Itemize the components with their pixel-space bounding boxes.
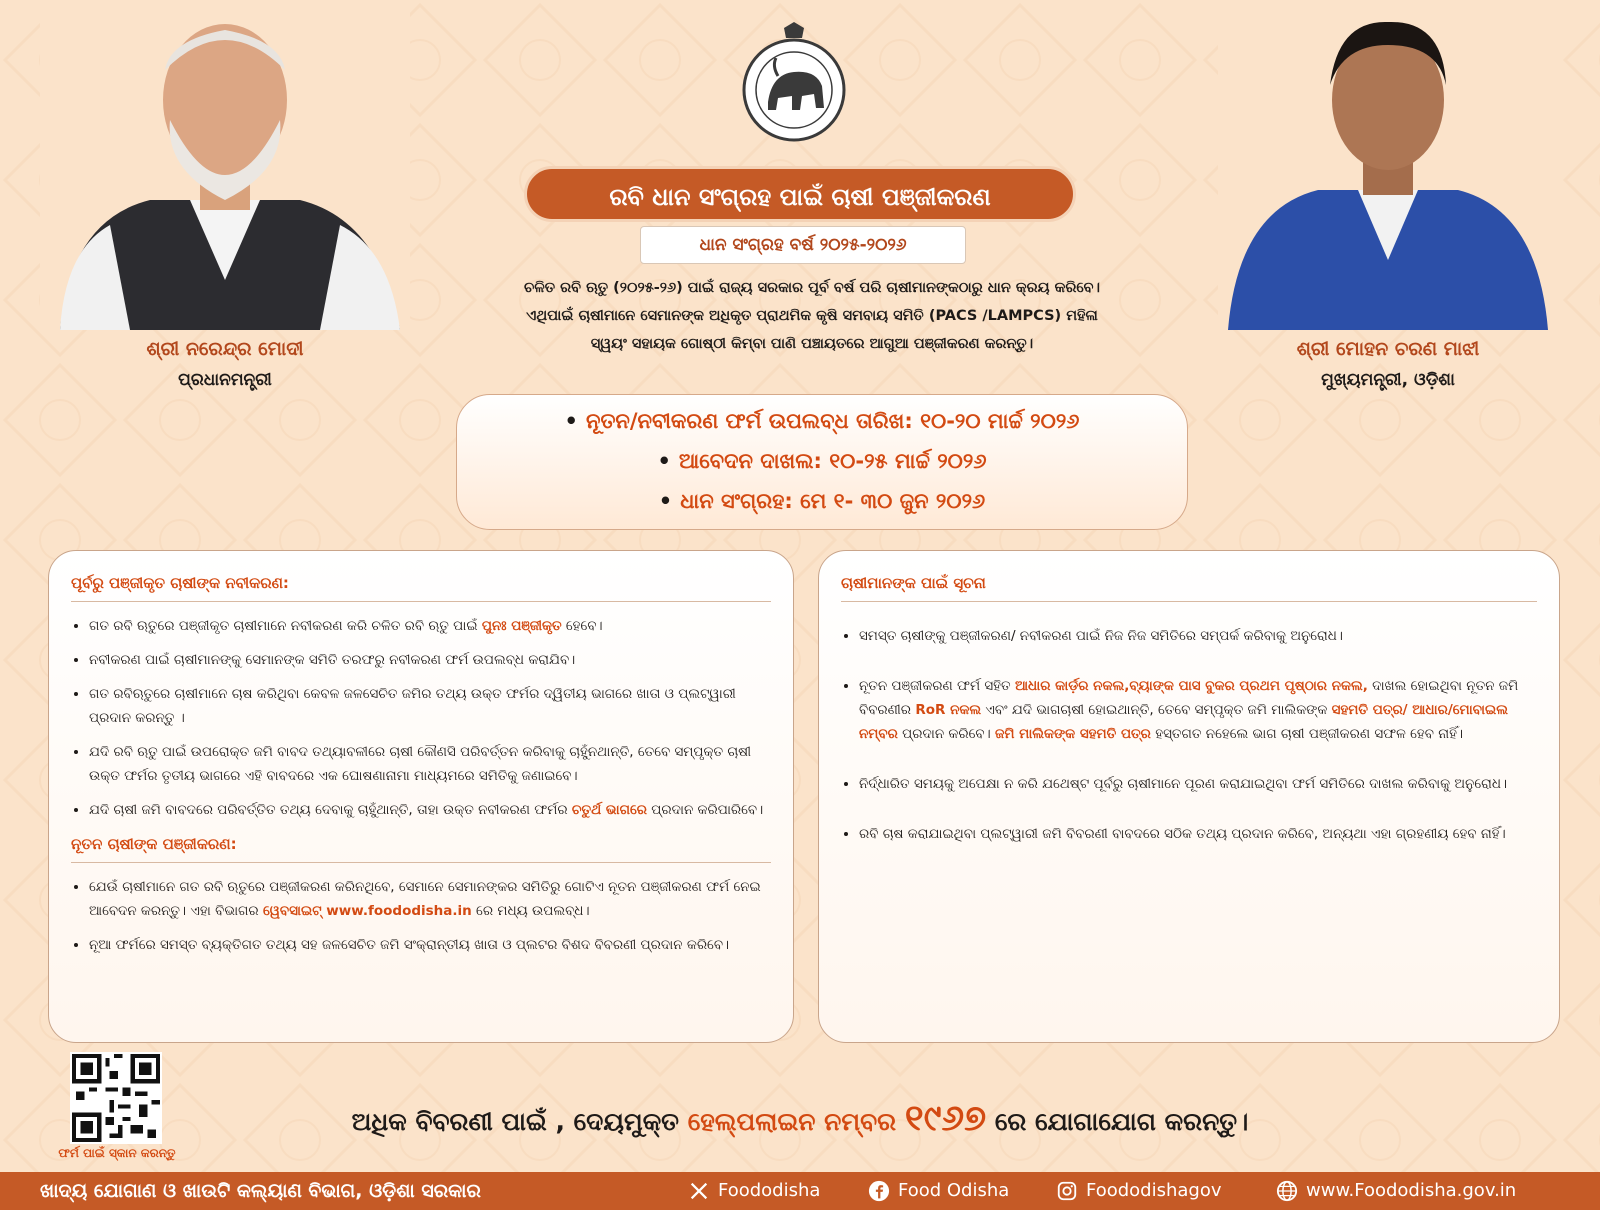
- list-item: • ଯଦି ଚାଷୀ ଜମି ବାବଦରେ ପରିବର୍ତ୍ତିତ ତଥ୍ୟ ଦେବାକୁ ଚାହୁଁଥାନ୍ତି, ତାହା ଉକ୍ତ ନବୀକରଣ ଫର୍ମର ଚତୁର୍ଥ ଭାଗରେ ପ୍ରଦାନ କରିପାରିବେ।: [89, 798, 771, 822]
- pm-name: ଶ୍ରୀ ନରେନ୍ଦ୍ର ମୋଦୀ: [146, 338, 304, 360]
- date-line: • ଆବେଦନ ଦାଖଲ: ୧୦-୨୫ ମାର୍ଚ୍ଚ ୨୦୨୬: [657, 449, 987, 473]
- renewal-panel: [48, 550, 794, 1043]
- list-item: • ଯଦି ରବି ଋତୁ ପାଇଁ ଉପରୋକ୍ତ ଜମି ବାବଦ ତଥ୍ୟାବଳୀରେ ଚାଷୀ କୌଣସି ପରିବର୍ତ୍ତନ କରିବାକୁ ଚାହୁଁନଥାନ୍ତି, ତେବେ ସମ୍ପୃକ୍ତ ଚାଷୀ ଉକ୍ତ ଫର୍ମର ତୃତୀୟ ଭାଗରେ ଏହି ବାବଦରେ ଏକ ଘୋଷଣାନାମା ମାଧ୍ୟମରେ ସମିତିକୁ ଜଣାଇବେ।: [89, 740, 771, 788]
- list-item: • ନୂଆ ଫର୍ମରେ ସମସ୍ତ ବ୍ୟକ୍ତିଗତ ତଥ୍ୟ ସହ ଜଳସେଚିତ ଜମି ସଂକ୍ରାନ୍ତୀୟ ଖାତା ଓ ପ୍ଲଟର ବିଶଦ ବିବରଣୀ ପ୍ରଦାନ କରିବେ।: [89, 933, 771, 957]
- helpline-banner: [200, 1098, 1400, 1140]
- intro-line: ଏଥିପାଇଁ ଚାଷୀମାନେ ସେମାନଙ୍କ ଅଧିକୃତ ପ୍ରାଥମିକ କୃଷି ସମବାୟ ସମିତି (PACS /LAMPCS) ମହିଳା: [526, 308, 1098, 324]
- pm-role: ପ୍ରଧାନମନ୍ତ୍ରୀ: [178, 370, 272, 390]
- x-icon: [688, 1180, 710, 1202]
- helpline-number[interactable]: ୧୯୬୭: [904, 1098, 987, 1139]
- farmer-info-list: [841, 624, 1537, 846]
- new-registration-list: [71, 875, 771, 957]
- procurement-date: ଧାନ ସଂଗ୍ରହ: ମେ ୧- ୩୦ ଜୁନ ୨୦୨୬: [680, 489, 986, 513]
- facebook-link[interactable]: Food Odisha: [868, 1172, 1009, 1210]
- farmer-info-panel: [818, 550, 1560, 1043]
- department-name: ଖାଦ୍ୟ ଯୋଗାଣ ଓ ଖାଉଟି କଲ୍ୟାଣ ବିଭାଗ, ଓଡ଼ିଶା ସରକାର: [40, 1180, 481, 1202]
- website-link[interactable]: ୱେବସାଇଟ୍ www.foododisha.in: [262, 903, 472, 919]
- list-item: • ସମସ୍ତ ଚାଷୀଙ୍କୁ ପଞ୍ଜୀକରଣ/ ନବୀକରଣ ପାଇଁ ନିଜ ନିଜ ସମିତିରେ ସମ୍ପର୍କ କରିବାକୁ ଅନୁରୋଧ।: [859, 624, 1537, 648]
- list-item: • ଗତ ରବିଋତୁରେ ଚାଷୀମାନେ ଚାଷ କରିଥିବା କେବଳ ଜଳସେଚିତ ଜମିର ତଥ୍ୟ ଉକ୍ତ ଫର୍ମର ଦ୍ୱିତୀୟ ଭାଗରେ ଖାତା ଓ ପ୍ଲଟ୍‌ୱାରୀ ପ୍ରଦାନ କରନ୍ତୁ ।: [89, 682, 771, 730]
- date-line: • ଧାନ ସଂଗ୍ରହ: ମେ ୧- ୩୦ ଜୁନ ୨୦୨୬: [658, 489, 986, 513]
- form-availability-date: ନୂତନ/ନବୀକରଣ ଫର୍ମ ଉପଲବ୍ଧ ତାରିଖ: ୧୦-୨୦ ମାର୍ଚ୍ଚ ୨୦୨୬: [585, 409, 1080, 433]
- dates-box: [456, 394, 1188, 530]
- cm-portrait: [1218, 0, 1558, 330]
- cm-name: ଶ୍ରୀ ମୋହନ ଚରଣ ମାଝୀ: [1296, 338, 1480, 360]
- helpline-text: ଅଧିକ ବିବରଣୀ ପାଇଁ , ଦେୟମୁକ୍ତ: [351, 1107, 688, 1136]
- new-registration-heading: ନୂତନ ଚାଷୀଙ୍କ ପଞ୍ଜୀକରଣ:: [71, 835, 237, 853]
- helpline-text: ରେ ଯୋଗାଯୋଗ କରନ୍ତୁ।: [986, 1107, 1249, 1136]
- list-item: • ନୂତନ ପଞ୍ଜୀକରଣ ଫର୍ମ ସହିତ ଆଧାର କାର୍ଡ଼ର ନକଲ,ବ୍ୟାଙ୍କ ପାସ ବୁକର ପ୍ରଥମ ପୃଷ୍ଠାର ନକଲ, ଦାଖଲ ହୋଇଥିବା ନୂତନ ଜମି ବିବରଣୀର RoR ନକଲ ଏବଂ ଯଦି ଭାଗଚାଷୀ ହୋଇଥାନ୍ତି, ତେବେ ସମ୍ପୃକ୍ତ ଜମି ମାଲିକଙ୍କ ସହମତି ପତ୍ର/ ଆଧାର/ମୋବାଇଲ ନମ୍ବର ପ୍ରଦାନ କରିବେ। ଜମି ମାଲିକଙ୍କ ସହମତି ପତ୍ର ହସ୍ତଗତ ନହେଲେ ଭାଗ ଚାଷୀ ପଞ୍ଜୀକରଣ ସଫଳ ହେବ ନାହିଁ।: [859, 674, 1537, 746]
- footer: [0, 1172, 1600, 1210]
- farmer-info-heading: ଚାଷୀମାନଙ୍କ ପାଇଁ ସୂଚନା: [841, 574, 986, 592]
- instagram-link[interactable]: Foododishagov: [1056, 1172, 1222, 1210]
- divider: [71, 862, 771, 863]
- pm-portrait: [40, 0, 410, 330]
- x-link[interactable]: Foododisha: [688, 1172, 820, 1210]
- website-footer-link[interactable]: www.Foododisha.gov.in: [1276, 1172, 1516, 1210]
- odisha-emblem: [738, 22, 850, 146]
- instagram-icon: [1056, 1180, 1078, 1202]
- procurement-year: ଧାନ ସଂଗ୍ରହ ବର୍ଷ ୨୦୨୫-୨୦୨୬: [640, 226, 966, 264]
- renewal-list: [71, 614, 771, 822]
- application-date: ଆବେଦନ ଦାଖଲ: ୧୦-୨୫ ମାର୍ଚ୍ଚ ୨୦୨୬: [678, 449, 987, 473]
- cm-role: ମୁଖ୍ୟମନ୍ତ୍ରୀ, ଓଡ଼ିଶା: [1321, 370, 1455, 390]
- date-line: • ନୂତନ/ନବୀକରଣ ଫର୍ମ ଉପଲବ୍ଧ ତାରିଖ: ୧୦-୨୦ ମାର୍ଚ୍ଚ ୨୦୨୬: [564, 409, 1080, 433]
- intro-line: ସ୍ୱୟଂ ସହାୟକ ଗୋଷ୍ଠୀ କିମ୍ବା ପାଣି ପଞ୍ଚାୟତରେ ଆଗୁଆ ପଞ୍ଜୀକରଣ କରନ୍ତୁ।: [590, 336, 1034, 352]
- qr-code[interactable]: [70, 1052, 162, 1144]
- list-item: • ନିର୍ଦ୍ଧାରିତ ସମୟକୁ ଅପେକ୍ଷା ନ କରି ଯଥେଷ୍ଟ ପୂର୍ବରୁ ଚାଷୀମାନେ ପୂରଣ କରାଯାଇଥିବା ଫର୍ମ ସମିତିରେ ଦାଖଲ କରିବାକୁ ଅନୁରୋଧ।: [859, 772, 1537, 796]
- intro-line: ଚଳିତ ରବି ଋତୁ (୨୦୨୫-୨୬) ପାଇଁ ରାଜ୍ୟ ସରକାର ପୂର୍ବ ବର୍ଷ ପରି ଚାଷୀମାନଙ୍କଠାରୁ ଧାନ କ୍ରୟ କରିବେ।: [523, 280, 1100, 296]
- qr-label: ଫର୍ମ ପାଇଁ ସ୍କାନ କରନ୍ତୁ: [58, 1146, 176, 1160]
- intro-text: [420, 274, 1204, 358]
- facebook-icon: [868, 1180, 890, 1202]
- list-item: • ଯେଉଁ ଚାଷୀମାନେ ଗତ ରବି ଋତୁରେ ପଞ୍ଜୀକରଣ କରିନଥିବେ, ସେମାନେ ସେମାନଙ୍କର ସମିତିରୁ ଗୋଟିଏ ନୂତନ ପଞ୍ଜୀକରଣ ଫର୍ମ ନେଇ ଆବେଦନ କରନ୍ତୁ। ଏହା ବିଭାଗର ୱେବସାଇଟ୍ www.foododisha.in ରେ ମଧ୍ୟ ଉପଲବ୍ଧ।: [89, 875, 771, 923]
- globe-icon: [1276, 1180, 1298, 1202]
- list-item: • ନବୀକରଣ ପାଇଁ ଚାଷୀମାନଙ୍କୁ ସେମାନଙ୍କ ସମିତି ତରଫରୁ ନବୀକରଣ ଫର୍ମ ଉପଲବ୍ଧ କରାଯିବ।: [89, 648, 771, 672]
- helpline-label: ହେଲ୍ପଲାଇନ ନମ୍ବର: [687, 1107, 905, 1136]
- divider: [841, 601, 1537, 602]
- list-item: • ରବି ଚାଷ କରାଯାଇଥିବା ପ୍ଲଟ୍‌ୱାରୀ ଜମି ବିବରଣୀ ବାବଦରେ ସଠିକ ତଥ୍ୟ ପ୍ରଦାନ କରିବେ, ଅନ୍ୟଥା ଏହା ଗ୍ରହଣୀୟ ହେବ ନାହିଁ।: [859, 822, 1537, 846]
- page-title: ରବି ଧାନ ସଂଗ୍ରହ ପାଇଁ ଚାଷୀ ପଞ୍ଜୀକରଣ: [524, 166, 1076, 222]
- divider: [71, 601, 771, 602]
- list-item: • ଗତ ରବି ଋତୁରେ ପଞ୍ଜୀକୃତ ଚାଷୀମାନେ ନବୀକରଣ କରି ଚଳିତ ରବି ଋତୁ ପାଇଁ ପୁନଃ ପଞ୍ଜୀକୃତ ହେବେ।: [89, 614, 771, 638]
- renewal-heading: ପୂର୍ବରୁ ପଞ୍ଜୀକୃତ ଚାଷୀଙ୍କ ନବୀକରଣ:: [71, 574, 289, 592]
